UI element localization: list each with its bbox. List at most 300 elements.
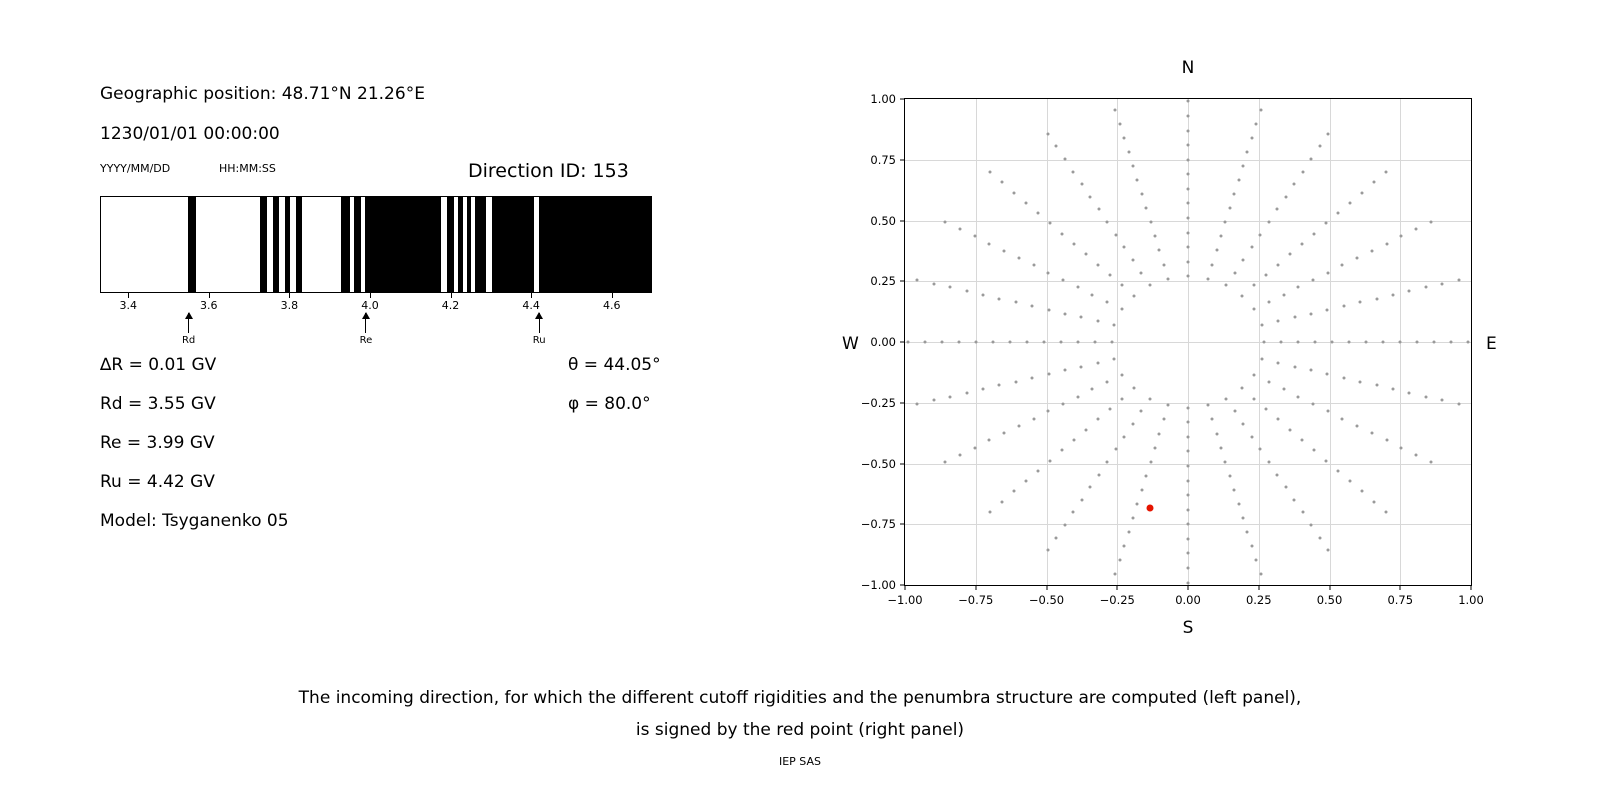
direction-dot bbox=[1093, 341, 1096, 344]
direction-dot bbox=[1120, 397, 1123, 400]
direction-dot bbox=[1241, 294, 1244, 297]
direction-dot bbox=[1318, 536, 1321, 539]
x-tick-mark bbox=[1188, 586, 1189, 590]
y-tick-mark bbox=[900, 281, 904, 282]
direction-dot bbox=[1318, 145, 1321, 148]
direction-dot bbox=[1187, 450, 1190, 453]
west-label: W bbox=[842, 334, 859, 354]
direction-dot bbox=[1259, 233, 1262, 236]
direction-dot bbox=[1342, 376, 1345, 379]
direction-dot bbox=[1259, 573, 1262, 576]
direction-dot bbox=[1148, 284, 1151, 287]
direction-dot bbox=[1433, 341, 1436, 344]
direction-dot bbox=[1414, 453, 1417, 456]
direction-dot bbox=[1233, 488, 1236, 491]
direction-dot bbox=[1149, 221, 1152, 224]
y-tick-label: 0.50 bbox=[870, 213, 896, 228]
direction-dot bbox=[1062, 402, 1065, 405]
direction-dot bbox=[949, 286, 952, 289]
direction-dot bbox=[1063, 369, 1066, 372]
direction-dot bbox=[1267, 381, 1270, 384]
direction-dot bbox=[1325, 222, 1328, 225]
y-tick-label: 0.00 bbox=[870, 335, 896, 349]
direction-dot bbox=[1215, 249, 1218, 252]
direction-dot bbox=[1167, 277, 1170, 280]
penumbra-forbidden-band bbox=[341, 197, 350, 292]
y-tick-mark bbox=[900, 524, 904, 525]
direction-dot bbox=[1327, 549, 1330, 552]
direction-dot bbox=[1293, 183, 1296, 186]
direction-dot bbox=[1356, 424, 1359, 427]
direction-dot bbox=[965, 391, 968, 394]
direction-id-label: Direction ID: 153 bbox=[468, 160, 629, 182]
direction-dot bbox=[1467, 341, 1470, 344]
direction-dot bbox=[1211, 418, 1214, 421]
y-tick-label: −0.75 bbox=[860, 517, 896, 532]
y-tick-label: −0.25 bbox=[860, 395, 896, 410]
direction-dot bbox=[1267, 300, 1270, 303]
rigidity-tick bbox=[612, 293, 613, 298]
direction-dot bbox=[1114, 108, 1117, 111]
direction-dot bbox=[1127, 531, 1130, 534]
direction-dot bbox=[1063, 157, 1066, 160]
x-tick-label: 1.00 bbox=[1458, 593, 1484, 607]
delta-r-value: ∆R = 0.01 GV bbox=[100, 355, 217, 375]
direction-dot bbox=[1131, 423, 1134, 426]
direction-dot bbox=[1149, 460, 1152, 463]
penumbra-forbidden-band bbox=[354, 197, 361, 292]
direction-dot bbox=[1148, 397, 1151, 400]
direction-dot bbox=[1187, 406, 1190, 409]
rigidity-tick-label: 4.6 bbox=[602, 299, 621, 312]
direction-dot bbox=[1187, 217, 1190, 220]
direction-dot bbox=[1250, 435, 1253, 438]
direction-dot bbox=[1145, 474, 1148, 477]
direction-dot bbox=[1457, 403, 1460, 406]
rigidity-tick-label: 4.2 bbox=[441, 299, 460, 312]
direction-dot bbox=[1012, 490, 1015, 493]
direction-dot bbox=[1162, 263, 1165, 266]
y-tick-mark bbox=[900, 342, 904, 343]
direction-dot bbox=[1276, 208, 1279, 211]
direction-dot bbox=[1400, 235, 1403, 238]
direction-dot bbox=[1132, 517, 1135, 520]
direction-dot bbox=[1429, 461, 1432, 464]
direction-dot bbox=[1047, 373, 1050, 376]
direction-sky-map-chart bbox=[904, 98, 1472, 586]
direction-dot bbox=[1361, 191, 1364, 194]
direction-dot bbox=[1370, 432, 1373, 435]
direction-dot bbox=[1250, 246, 1253, 249]
direction-dot bbox=[1024, 201, 1027, 204]
direction-dot bbox=[1187, 144, 1190, 147]
direction-dot bbox=[1047, 308, 1050, 311]
direction-dot bbox=[1084, 428, 1087, 431]
direction-dot bbox=[1187, 581, 1190, 584]
penumbra-forbidden-band bbox=[260, 197, 267, 292]
caption-line-2: is signed by the red point (right panel) bbox=[635, 720, 965, 740]
direction-dot bbox=[1373, 181, 1376, 184]
direction-dot bbox=[1276, 473, 1279, 476]
penumbra-structure-chart bbox=[100, 196, 652, 293]
direction-dot bbox=[1250, 545, 1253, 548]
penumbra-forbidden-band bbox=[273, 197, 279, 292]
geographic-position-text: Geographic position: 48.71°N 21.26°E bbox=[100, 84, 425, 104]
direction-dot bbox=[1118, 559, 1121, 562]
direction-dot bbox=[1284, 486, 1287, 489]
direction-dot bbox=[1289, 253, 1292, 256]
direction-dot bbox=[1341, 417, 1344, 420]
direction-dot bbox=[1114, 573, 1117, 576]
rigidity-tick bbox=[128, 293, 129, 298]
direction-dot bbox=[1096, 361, 1099, 364]
direction-dot bbox=[1399, 341, 1402, 344]
direction-dot bbox=[1297, 395, 1300, 398]
direction-dot bbox=[1048, 459, 1051, 462]
direction-dot bbox=[1284, 195, 1287, 198]
direction-dot bbox=[1025, 341, 1028, 344]
direction-dot bbox=[1003, 432, 1006, 435]
y-tick-label: 0.75 bbox=[870, 152, 896, 167]
direction-dot bbox=[1385, 511, 1388, 514]
direction-dot bbox=[998, 384, 1001, 387]
direction-dot bbox=[1167, 404, 1170, 407]
direction-dot bbox=[1123, 435, 1126, 438]
direction-dot bbox=[1260, 324, 1263, 327]
direction-dot bbox=[1187, 508, 1190, 511]
direction-dot bbox=[1055, 145, 1058, 148]
direction-dot bbox=[1375, 384, 1378, 387]
theta-value: θ = 44.05° bbox=[568, 355, 661, 375]
direction-dot bbox=[1091, 388, 1094, 391]
direction-dot bbox=[1014, 301, 1017, 304]
direction-dot bbox=[1113, 324, 1116, 327]
direction-dot bbox=[1277, 320, 1280, 323]
direction-dot bbox=[1187, 435, 1190, 438]
direction-dot bbox=[1000, 500, 1003, 503]
x-tick-mark bbox=[975, 586, 976, 590]
direction-dot bbox=[1047, 410, 1050, 413]
direction-dot bbox=[1267, 221, 1270, 224]
direction-dot bbox=[1301, 243, 1304, 246]
x-tick-label: −0.50 bbox=[1028, 593, 1065, 607]
direction-dot bbox=[940, 341, 943, 344]
direction-dot bbox=[916, 278, 919, 281]
marker-label: Rd bbox=[181, 335, 196, 346]
direction-dot bbox=[1241, 164, 1244, 167]
direction-dot bbox=[1187, 523, 1190, 526]
direction-dot bbox=[1076, 341, 1079, 344]
direction-dot bbox=[1450, 341, 1453, 344]
direction-dot bbox=[1408, 290, 1411, 293]
y-tick-label: −0.50 bbox=[860, 456, 896, 471]
y-tick-mark bbox=[900, 585, 904, 586]
direction-dot bbox=[1301, 438, 1304, 441]
direction-dot bbox=[1219, 235, 1222, 238]
penumbra-forbidden-band bbox=[458, 197, 463, 292]
rigidity-tick-label: 3.4 bbox=[119, 299, 137, 312]
direction-dot bbox=[1187, 173, 1190, 176]
grid-line-horizontal bbox=[905, 281, 1471, 282]
direction-dot bbox=[1187, 129, 1190, 132]
marker-re bbox=[356, 313, 376, 346]
direction-dot bbox=[1255, 122, 1258, 125]
direction-dot bbox=[1416, 341, 1419, 344]
direction-dot bbox=[1265, 408, 1268, 411]
direction-dot bbox=[1224, 460, 1227, 463]
direction-dot bbox=[1123, 136, 1126, 139]
direction-dot bbox=[1008, 341, 1011, 344]
ru-value: Ru = 4.42 GV bbox=[100, 472, 215, 492]
direction-dot bbox=[1158, 249, 1161, 252]
direction-dot bbox=[1097, 208, 1100, 211]
rigidity-tick bbox=[531, 293, 532, 298]
grid-line-horizontal bbox=[905, 221, 1471, 222]
y-tick-label: 1.00 bbox=[870, 92, 896, 106]
date-format-label: YYYY/MM/DD bbox=[100, 162, 171, 175]
x-tick-label: 0.50 bbox=[1316, 593, 1343, 607]
direction-dot bbox=[1424, 286, 1427, 289]
direction-dot bbox=[1370, 249, 1373, 252]
right-panel bbox=[820, 40, 1560, 660]
direction-dot bbox=[1325, 459, 1328, 462]
direction-dot bbox=[1072, 170, 1075, 173]
direction-dot bbox=[906, 341, 909, 344]
direction-dot bbox=[1424, 395, 1427, 398]
direction-dot bbox=[1096, 418, 1099, 421]
direction-dot bbox=[1297, 286, 1300, 289]
x-tick-label: −0.75 bbox=[958, 593, 994, 607]
x-tick-mark bbox=[1329, 586, 1330, 590]
direction-dot bbox=[1331, 341, 1334, 344]
direction-dot bbox=[1106, 300, 1109, 303]
direction-dot bbox=[1136, 502, 1139, 505]
direction-dot bbox=[1348, 341, 1351, 344]
direction-dot bbox=[1310, 312, 1313, 315]
direction-dot bbox=[1228, 207, 1231, 210]
direction-dot bbox=[1400, 446, 1403, 449]
direction-dot bbox=[1282, 293, 1285, 296]
direction-dot bbox=[1140, 193, 1143, 196]
rigidity-tick bbox=[209, 293, 210, 298]
direction-dot bbox=[1187, 158, 1190, 161]
direction-dot bbox=[1120, 308, 1123, 311]
direction-dot bbox=[1132, 294, 1135, 297]
time-format-label: HH:MM:SS bbox=[219, 162, 276, 175]
direction-dot bbox=[1003, 249, 1006, 252]
direction-dot bbox=[949, 395, 952, 398]
rigidity-tick-label: 3.6 bbox=[200, 299, 218, 312]
direction-dot bbox=[1242, 258, 1245, 261]
direction-dot bbox=[1326, 373, 1329, 376]
direction-dot bbox=[1225, 284, 1228, 287]
direction-dot bbox=[1031, 376, 1034, 379]
datetime-text: 1230/01/01 00:00:00 bbox=[100, 124, 280, 144]
direction-dot bbox=[981, 388, 984, 391]
direction-dot bbox=[1120, 373, 1123, 376]
direction-dot bbox=[1106, 381, 1109, 384]
direction-dot bbox=[1301, 170, 1304, 173]
direction-dot bbox=[1385, 170, 1388, 173]
direction-dot bbox=[1187, 479, 1190, 482]
direction-dot bbox=[1080, 365, 1083, 368]
direction-dot bbox=[1359, 301, 1362, 304]
x-tick-label: −0.25 bbox=[1099, 593, 1135, 607]
direction-dot bbox=[1145, 207, 1148, 210]
direction-dot bbox=[1280, 341, 1283, 344]
direction-dot bbox=[1259, 448, 1262, 451]
direction-dot bbox=[1154, 235, 1157, 238]
direction-dot bbox=[1277, 263, 1280, 266]
direction-dot bbox=[1246, 531, 1249, 534]
north-label: N bbox=[1181, 58, 1195, 78]
direction-dot bbox=[1237, 179, 1240, 182]
re-value: Re = 3.99 GV bbox=[100, 433, 215, 453]
direction-dot bbox=[1293, 365, 1296, 368]
y-tick-label: −1.00 bbox=[860, 578, 896, 592]
direction-dot bbox=[1277, 361, 1280, 364]
direction-dot bbox=[1055, 536, 1058, 539]
direction-dot bbox=[1326, 410, 1329, 413]
direction-dot bbox=[1365, 341, 1368, 344]
direction-dot bbox=[1241, 387, 1244, 390]
direction-dot bbox=[1224, 221, 1227, 224]
direction-dot bbox=[1048, 222, 1051, 225]
direction-dot bbox=[1123, 545, 1126, 548]
direction-dot bbox=[988, 439, 991, 442]
direction-dot bbox=[1014, 380, 1017, 383]
direction-dot bbox=[959, 228, 962, 231]
direction-dot bbox=[1012, 191, 1015, 194]
direction-dot bbox=[1233, 271, 1236, 274]
x-tick-mark bbox=[1046, 586, 1047, 590]
penumbra-forbidden-band bbox=[285, 197, 290, 292]
direction-dot bbox=[1072, 438, 1075, 441]
direction-dot bbox=[1382, 341, 1385, 344]
penumbra-forbidden-band bbox=[188, 197, 196, 292]
direction-dot bbox=[1187, 231, 1190, 234]
direction-dot bbox=[1441, 282, 1444, 285]
direction-dot bbox=[1158, 432, 1161, 435]
penumbra-forbidden-band bbox=[492, 197, 534, 292]
direction-dot bbox=[932, 399, 935, 402]
direction-dot bbox=[1080, 316, 1083, 319]
direction-dot bbox=[1140, 271, 1143, 274]
direction-dot bbox=[1187, 260, 1190, 263]
direction-dot bbox=[1282, 388, 1285, 391]
direction-dot bbox=[998, 297, 1001, 300]
direction-dot bbox=[1187, 552, 1190, 555]
direction-dot bbox=[1042, 341, 1045, 344]
direction-dot bbox=[1076, 286, 1079, 289]
direction-dot bbox=[1187, 494, 1190, 497]
direction-dot bbox=[1080, 498, 1083, 501]
rigidity-tick-label: 3.8 bbox=[280, 299, 299, 312]
direction-dot bbox=[1326, 308, 1329, 311]
direction-dot bbox=[1349, 480, 1352, 483]
direction-dot bbox=[973, 235, 976, 238]
grid-line-horizontal bbox=[905, 342, 1471, 343]
direction-dot bbox=[1342, 305, 1345, 308]
rigidity-axis bbox=[100, 293, 652, 312]
direction-dot bbox=[1187, 566, 1190, 569]
direction-dot bbox=[988, 170, 991, 173]
direction-dot bbox=[1118, 122, 1121, 125]
direction-dot bbox=[1060, 232, 1063, 235]
direction-dot bbox=[1263, 341, 1266, 344]
direction-dot bbox=[1036, 469, 1039, 472]
direction-dot bbox=[1457, 278, 1460, 281]
grid-line-horizontal bbox=[905, 403, 1471, 404]
direction-dot bbox=[1310, 524, 1313, 527]
direction-dot bbox=[1072, 243, 1075, 246]
direction-dot bbox=[1072, 511, 1075, 514]
direction-dot bbox=[1132, 164, 1135, 167]
y-tick-mark bbox=[900, 402, 904, 403]
direction-dot bbox=[973, 446, 976, 449]
rigidity-tick bbox=[370, 293, 371, 298]
penumbra-forbidden-band bbox=[296, 197, 302, 292]
direction-dot bbox=[1246, 150, 1249, 153]
direction-dot bbox=[916, 403, 919, 406]
direction-dot bbox=[1349, 201, 1352, 204]
direction-dot bbox=[1301, 511, 1304, 514]
direction-dot bbox=[1110, 341, 1113, 344]
direction-dot bbox=[1237, 502, 1240, 505]
direction-dot bbox=[1241, 517, 1244, 520]
penumbra-forbidden-band bbox=[447, 197, 454, 292]
direction-dot bbox=[1233, 193, 1236, 196]
direction-dot bbox=[1108, 273, 1111, 276]
direction-dot bbox=[1310, 157, 1313, 160]
marker-label: Ru bbox=[532, 335, 546, 346]
direction-dot bbox=[1253, 284, 1256, 287]
direction-dot bbox=[1250, 136, 1253, 139]
direction-dot bbox=[1337, 212, 1340, 215]
penumbra-forbidden-band bbox=[539, 197, 652, 292]
direction-dot bbox=[1242, 423, 1245, 426]
x-tick-label: 0.25 bbox=[1245, 593, 1272, 607]
direction-dot bbox=[1114, 448, 1117, 451]
rd-value: Rd = 3.55 GV bbox=[100, 394, 216, 414]
direction-dot bbox=[1228, 474, 1231, 477]
direction-dot bbox=[1187, 421, 1190, 424]
direction-dot bbox=[1253, 397, 1256, 400]
direction-dot bbox=[1024, 480, 1027, 483]
direction-dot bbox=[1187, 202, 1190, 205]
y-tick-mark bbox=[900, 99, 904, 100]
east-label: E bbox=[1486, 334, 1497, 354]
direction-dot bbox=[1140, 410, 1143, 413]
credit-label: IEP SAS bbox=[778, 755, 822, 768]
direction-dot bbox=[1108, 408, 1111, 411]
direction-dot bbox=[1297, 341, 1300, 344]
direction-dot bbox=[932, 282, 935, 285]
direction-dot bbox=[1084, 253, 1087, 256]
direction-dot bbox=[1206, 277, 1209, 280]
direction-dot bbox=[988, 511, 991, 514]
direction-dot bbox=[1017, 424, 1020, 427]
direction-dot bbox=[1154, 446, 1157, 449]
penumbra-forbidden-band bbox=[365, 197, 442, 292]
y-tick-label: 0.25 bbox=[870, 274, 896, 289]
direction-dot bbox=[1036, 212, 1039, 215]
direction-dot bbox=[1063, 312, 1066, 315]
direction-dot bbox=[1311, 279, 1314, 282]
direction-dot bbox=[1313, 449, 1316, 452]
direction-dot bbox=[1187, 537, 1190, 540]
direction-dot bbox=[1187, 100, 1190, 103]
